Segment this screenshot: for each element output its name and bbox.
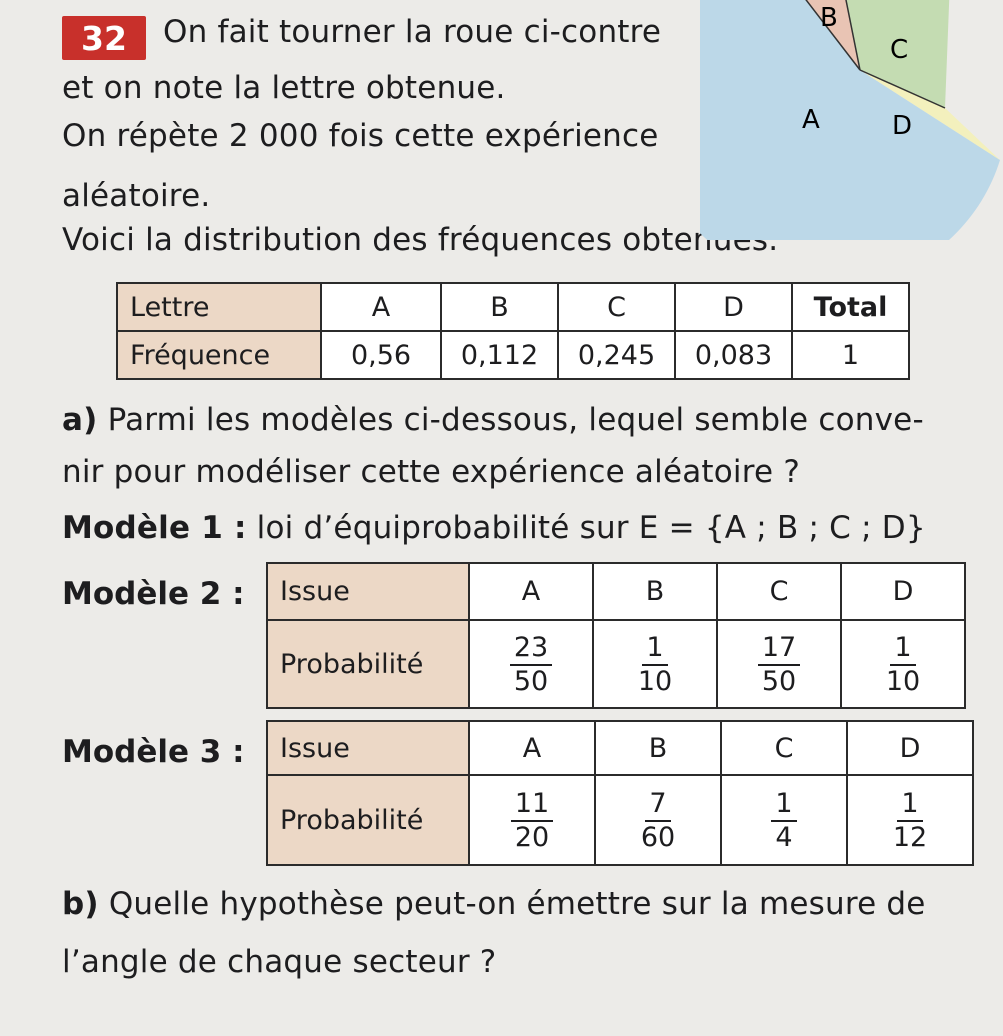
wheel-label-d: D <box>892 111 913 141</box>
frequency-value-total: 1 <box>792 331 909 379</box>
model-2-prob-b-den: 10 <box>637 666 673 697</box>
model-3-label: Modèle 3 : <box>62 734 245 770</box>
model-1-label: Modèle 1 : <box>62 510 247 546</box>
model-2-prob-a-num: 23 <box>510 634 552 666</box>
frequency-table-header-d: D <box>675 283 792 331</box>
frequency-value-a: 0,56 <box>321 331 441 379</box>
model-2-prob-d-den: 10 <box>885 666 921 697</box>
frequency-value-d: 0,083 <box>675 331 792 379</box>
frequency-table-header-total: Total <box>792 283 909 331</box>
model-3-label-probabilite: Probabilité <box>267 775 469 865</box>
frequency-table-value-row <box>117 331 909 379</box>
frequency-value-b: 0,112 <box>441 331 558 379</box>
model-2-header-row <box>267 563 965 620</box>
model-3-header-a: A <box>469 721 595 775</box>
intro-line-2: et on note la lettre obtenue. <box>62 70 506 106</box>
model-3-prob-a <box>469 775 595 865</box>
wheel-illustration <box>700 0 1003 240</box>
model-2-header-d: D <box>841 563 965 620</box>
wheel-label-a: A <box>802 105 820 135</box>
question-a-line-2: nir pour modéliser cette expérience aléatoire ? <box>62 454 800 490</box>
model-3-prob-d <box>847 775 973 865</box>
frequency-table <box>116 282 910 380</box>
model-3-prob-c <box>721 775 847 865</box>
model-1 <box>62 510 926 546</box>
model-3-prob-d-den: 12 <box>892 822 928 853</box>
model-3-prob-row <box>267 775 973 865</box>
intro-line-5: Voici la distribution des fréquences obtenues. <box>62 222 779 258</box>
intro-line-1: On fait tourner la roue ci-contre <box>163 14 662 50</box>
wheel-label-b: B <box>820 3 838 33</box>
question-b-label: b) <box>62 886 99 922</box>
intro-line-3: On répète 2 000 fois cette expérience <box>62 118 659 154</box>
model-3-header-row <box>267 721 973 775</box>
model-3-prob-b <box>595 775 721 865</box>
question-b-line-2: l’angle de chaque secteur ? <box>62 944 497 980</box>
model-2-table <box>266 562 966 709</box>
question-a-line-1 <box>62 402 924 438</box>
question-b-line-1 <box>62 886 926 922</box>
wheel-label-c: C <box>890 35 909 65</box>
model-2-prob-c <box>717 620 841 708</box>
model-3-prob-a-num: 11 <box>511 790 553 822</box>
model-3-prob-b-num: 7 <box>645 790 670 822</box>
model-2-prob-b-num: 1 <box>642 634 667 666</box>
model-2-header-issue: Issue <box>267 563 469 620</box>
model-2-prob-row <box>267 620 965 708</box>
model-3-prob-a-den: 20 <box>514 822 550 853</box>
question-b-text-1: Quelle hypothèse peut-on émettre sur la mesure de <box>108 886 926 922</box>
model-2-header-c: C <box>717 563 841 620</box>
model-3-header-d: D <box>847 721 973 775</box>
model-2-prob-d <box>841 620 965 708</box>
model-3-prob-d-num: 1 <box>897 790 922 822</box>
frequency-value-c: 0,245 <box>558 331 675 379</box>
model-2-prob-a <box>469 620 593 708</box>
model-3-header-issue: Issue <box>267 721 469 775</box>
model-1-text: loi d’équiprobabilité sur E = {A ; B ; C ; D} <box>256 510 926 546</box>
model-3-header-c: C <box>721 721 847 775</box>
model-2-label: Modèle 2 : <box>62 576 245 612</box>
model-2-label-probabilite: Probabilité <box>267 620 469 708</box>
model-2-header-b: B <box>593 563 717 620</box>
model-2-prob-a-den: 50 <box>513 666 549 697</box>
model-2-prob-c-num: 17 <box>758 634 800 666</box>
frequency-table-header-a: A <box>321 283 441 331</box>
frequency-table-header-row <box>117 283 909 331</box>
frequency-table-header-c: C <box>558 283 675 331</box>
model-2-prob-d-num: 1 <box>890 634 915 666</box>
intro-line-4: aléatoire. <box>62 178 211 214</box>
exercise-number-badge: 32 <box>62 16 146 60</box>
model-2-prob-b <box>593 620 717 708</box>
frequency-table-header-b: B <box>441 283 558 331</box>
question-a-label: a) <box>62 402 98 438</box>
model-3-prob-b-den: 60 <box>640 822 676 853</box>
model-3-prob-c-num: 1 <box>771 790 796 822</box>
model-3-table <box>266 720 974 866</box>
frequency-table-label-frequence: Fréquence <box>117 331 321 379</box>
model-2-prob-c-den: 50 <box>761 666 797 697</box>
question-a-text-1: Parmi les modèles ci-dessous, lequel semble conve- <box>107 402 924 438</box>
model-2-header-a: A <box>469 563 593 620</box>
model-3-header-b: B <box>595 721 721 775</box>
model-3-prob-c-den: 4 <box>775 822 793 853</box>
frequency-table-header-lettre: Lettre <box>117 283 321 331</box>
